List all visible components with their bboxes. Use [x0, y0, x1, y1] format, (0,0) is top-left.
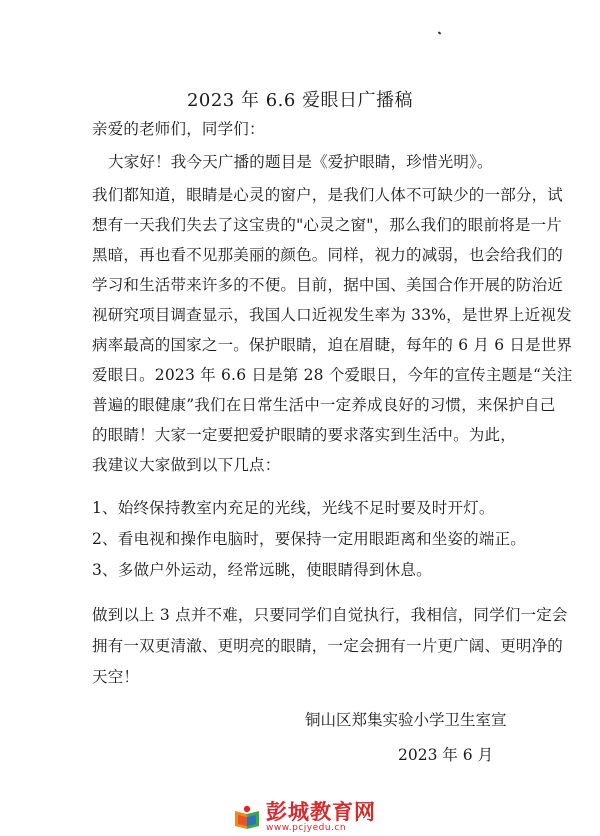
- salutation: 亲爱的老师们，同学们：: [92, 120, 265, 138]
- site-logo: [232, 799, 376, 833]
- scan-speck: [438, 31, 442, 34]
- point-item: 1、始终保持教室内充足的光线，光线不足时要及时开灯。: [92, 499, 495, 517]
- closing-line: 做到以上 3 点并不难，只要同学们自觉执行，我相信，同学们一定会: [92, 606, 568, 624]
- paragraph-line: 学习和生活带来许多的不便。目前，据中国、美国合作开展的防治近: [92, 276, 564, 294]
- point-item: 3、多做户外运动，经常远眺，使眼睛得到休息。: [92, 561, 432, 579]
- suggestion-intro: 我建议大家做到以下几点：: [92, 456, 281, 474]
- paragraph-line: 黑暗，再也看不见那美丽的颜色。同样，视力的减弱，也会给我们的: [92, 246, 564, 264]
- logo-url: www.pcjyedu.cn: [266, 822, 347, 833]
- paragraph-line: 视研究项目调查显示，我国人口近视发生率为 33%，是世界上近视发: [92, 306, 572, 324]
- document-date: 2023 年 6 月: [398, 746, 494, 764]
- paragraph-line: 的眼睛！大家一定要把爱护眼睛的要求落实到生活中。为此，: [92, 426, 516, 444]
- open-book-icon: [232, 804, 262, 830]
- paragraph-line: 我们都知道，眼睛是心灵的窗户，是我们人体不可缺少的一部分，试: [92, 186, 564, 204]
- paragraph-line: 爱眼日。2023 年 6.6 日是第 28 个爱眼日，今年的宣传主题是“关注: [92, 366, 573, 384]
- page-title: 2023 年 6.6 爱眼日广播稿: [186, 90, 414, 111]
- closing-line: 拥有一双更清澈、更明亮的眼睛，一定会拥有一片更广阔、更明净的: [92, 637, 564, 655]
- paragraph-line: 想有一天我们失去了这宝贵的"心灵之窗"，那么我们的眼前将是一片: [92, 216, 562, 234]
- closing-line: 天空！: [92, 668, 140, 686]
- point-item: 2、看电视和操作电脑时，要保持一定用眼距离和坐姿的端正。: [92, 530, 526, 548]
- signature: 铜山区郑集实验小学卫生室宣: [305, 711, 507, 729]
- intro-line: 大家好！我今天广播的题目是《爱护眼睛，珍惜光明》。: [108, 153, 493, 171]
- paragraph-line: 普遍的眼健康”我们在日常生活中一定养成良好的习惯，来保护自己: [92, 396, 556, 414]
- paragraph-line: 病率最高的国家之一。保护眼睛，迫在眉睫，每年的 6 月 6 日是世界: [92, 336, 573, 354]
- logo-name: 彭城教育网: [266, 799, 376, 824]
